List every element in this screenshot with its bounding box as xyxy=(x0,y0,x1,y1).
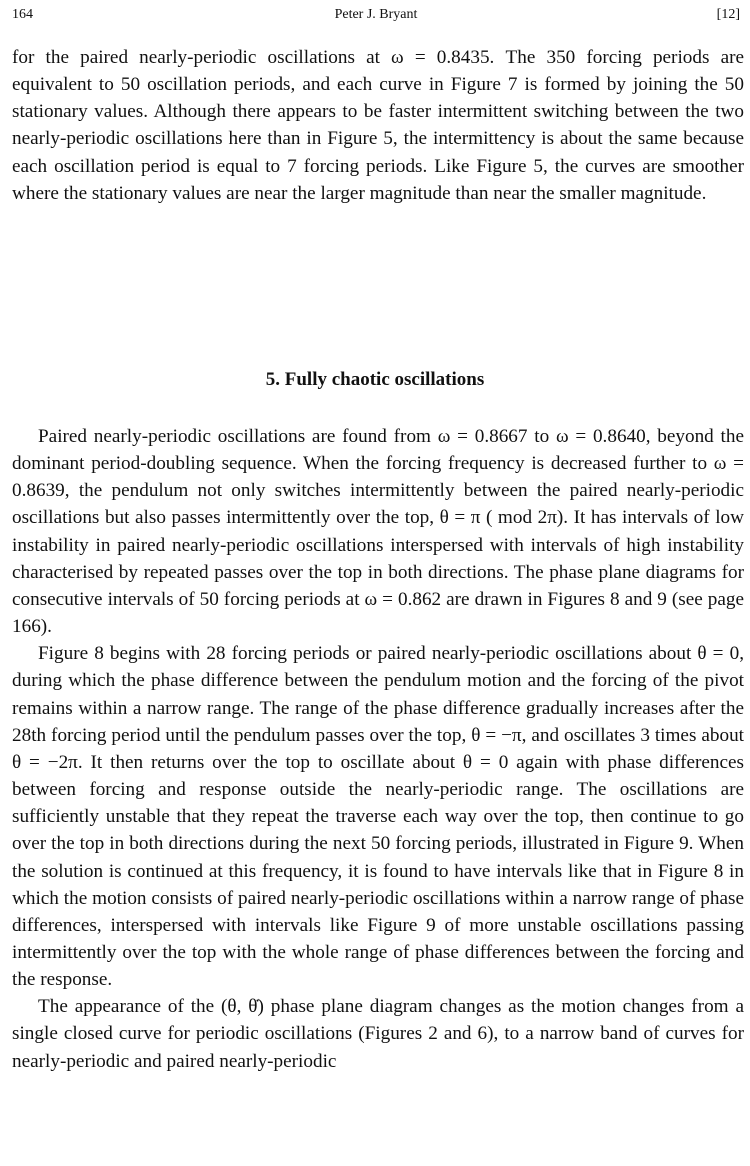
paragraph-continuation: for the paired nearly-periodic oscillations at ω = 0.8435. The 350 forcing periods are equivalent to 50 oscillation periods, and each curve in Figure 7 is formed by joining the 50 stationary values. Although there appears to be faster intermittent switching between the two nearly-periodic oscillations here than in Figure 5, the intermittency is about the same because each oscillation period is equal to 7 forcing periods. Like Figure 5, the curves are smoother where the stationary values are near the larger magnitude than near the smaller magnitude. xyxy=(12,47,744,204)
body-text-top xyxy=(12,44,744,207)
running-author: Peter J. Bryant xyxy=(334,7,418,22)
paragraph-phase-plane: The appearance of the (θ, θ̇) phase plane diagram changes as the motion changes from a single closed curve for periodic oscillations (Figures 2 and 6), to a narrow band of curves for nearly-periodic and paired nearly-periodic xyxy=(12,996,744,1072)
paragraph-paired-oscillations: Paired nearly-periodic oscillations are found from ω = 0.8667 to ω = 0.8640, beyond the dominant period-doubling sequence. When the forcing frequency is decreased further to ω = 0.8639, the pendulum not only switches intermittently between the paired nearly-periodic oscillations but also passes intermittently over the top, θ = π ( mod 2π). It has intervals of low instability in paired nearly-periodic oscillations interspersed with intervals of high instability characterised by repeated passes over the top in both directions. The phase plane diagrams for consecutive intervals of 50 forcing periods at ω = 0.862 are drawn in Figures 8 and 9 (see page 166). xyxy=(12,426,744,638)
section-heading: 5. Fully chaotic oscillations xyxy=(265,369,485,390)
page-number: 164 xyxy=(12,7,33,22)
citation-number: [12] xyxy=(716,7,740,22)
running-header xyxy=(12,4,740,26)
paragraph-figure-8: Figure 8 begins with 28 forcing periods or paired nearly-periodic oscillations about θ = 0, during which the phase difference between the pendulum motion and the forcing of the pivot remains within a narrow range. The range of the phase difference gradually increases after the 28th forcing period until the pendulum passes over the top, θ = −π, and oscillates 3 times about θ = −2π. It then returns over the top to oscillate about θ = 0 again with phase differences between forcing and response outside the nearly-periodic range. The oscillations are sufficiently unstable that they repeat the traverse each way over the top, then continue to go over the top in both directions during the next 50 forcing periods, illustrated in Figure 9. When the solution is continued at this frequency, it is found to have intervals like that in Figure 8 in which the motion consists of paired nearly-periodic oscillations within a narrow range of phase differences, interspersed with intervals like Figure 9 of more unstable oscillations passing intermittently over the top with the whole range of phase differences between the forcing and the response. xyxy=(12,643,744,991)
section-body xyxy=(12,423,744,1075)
